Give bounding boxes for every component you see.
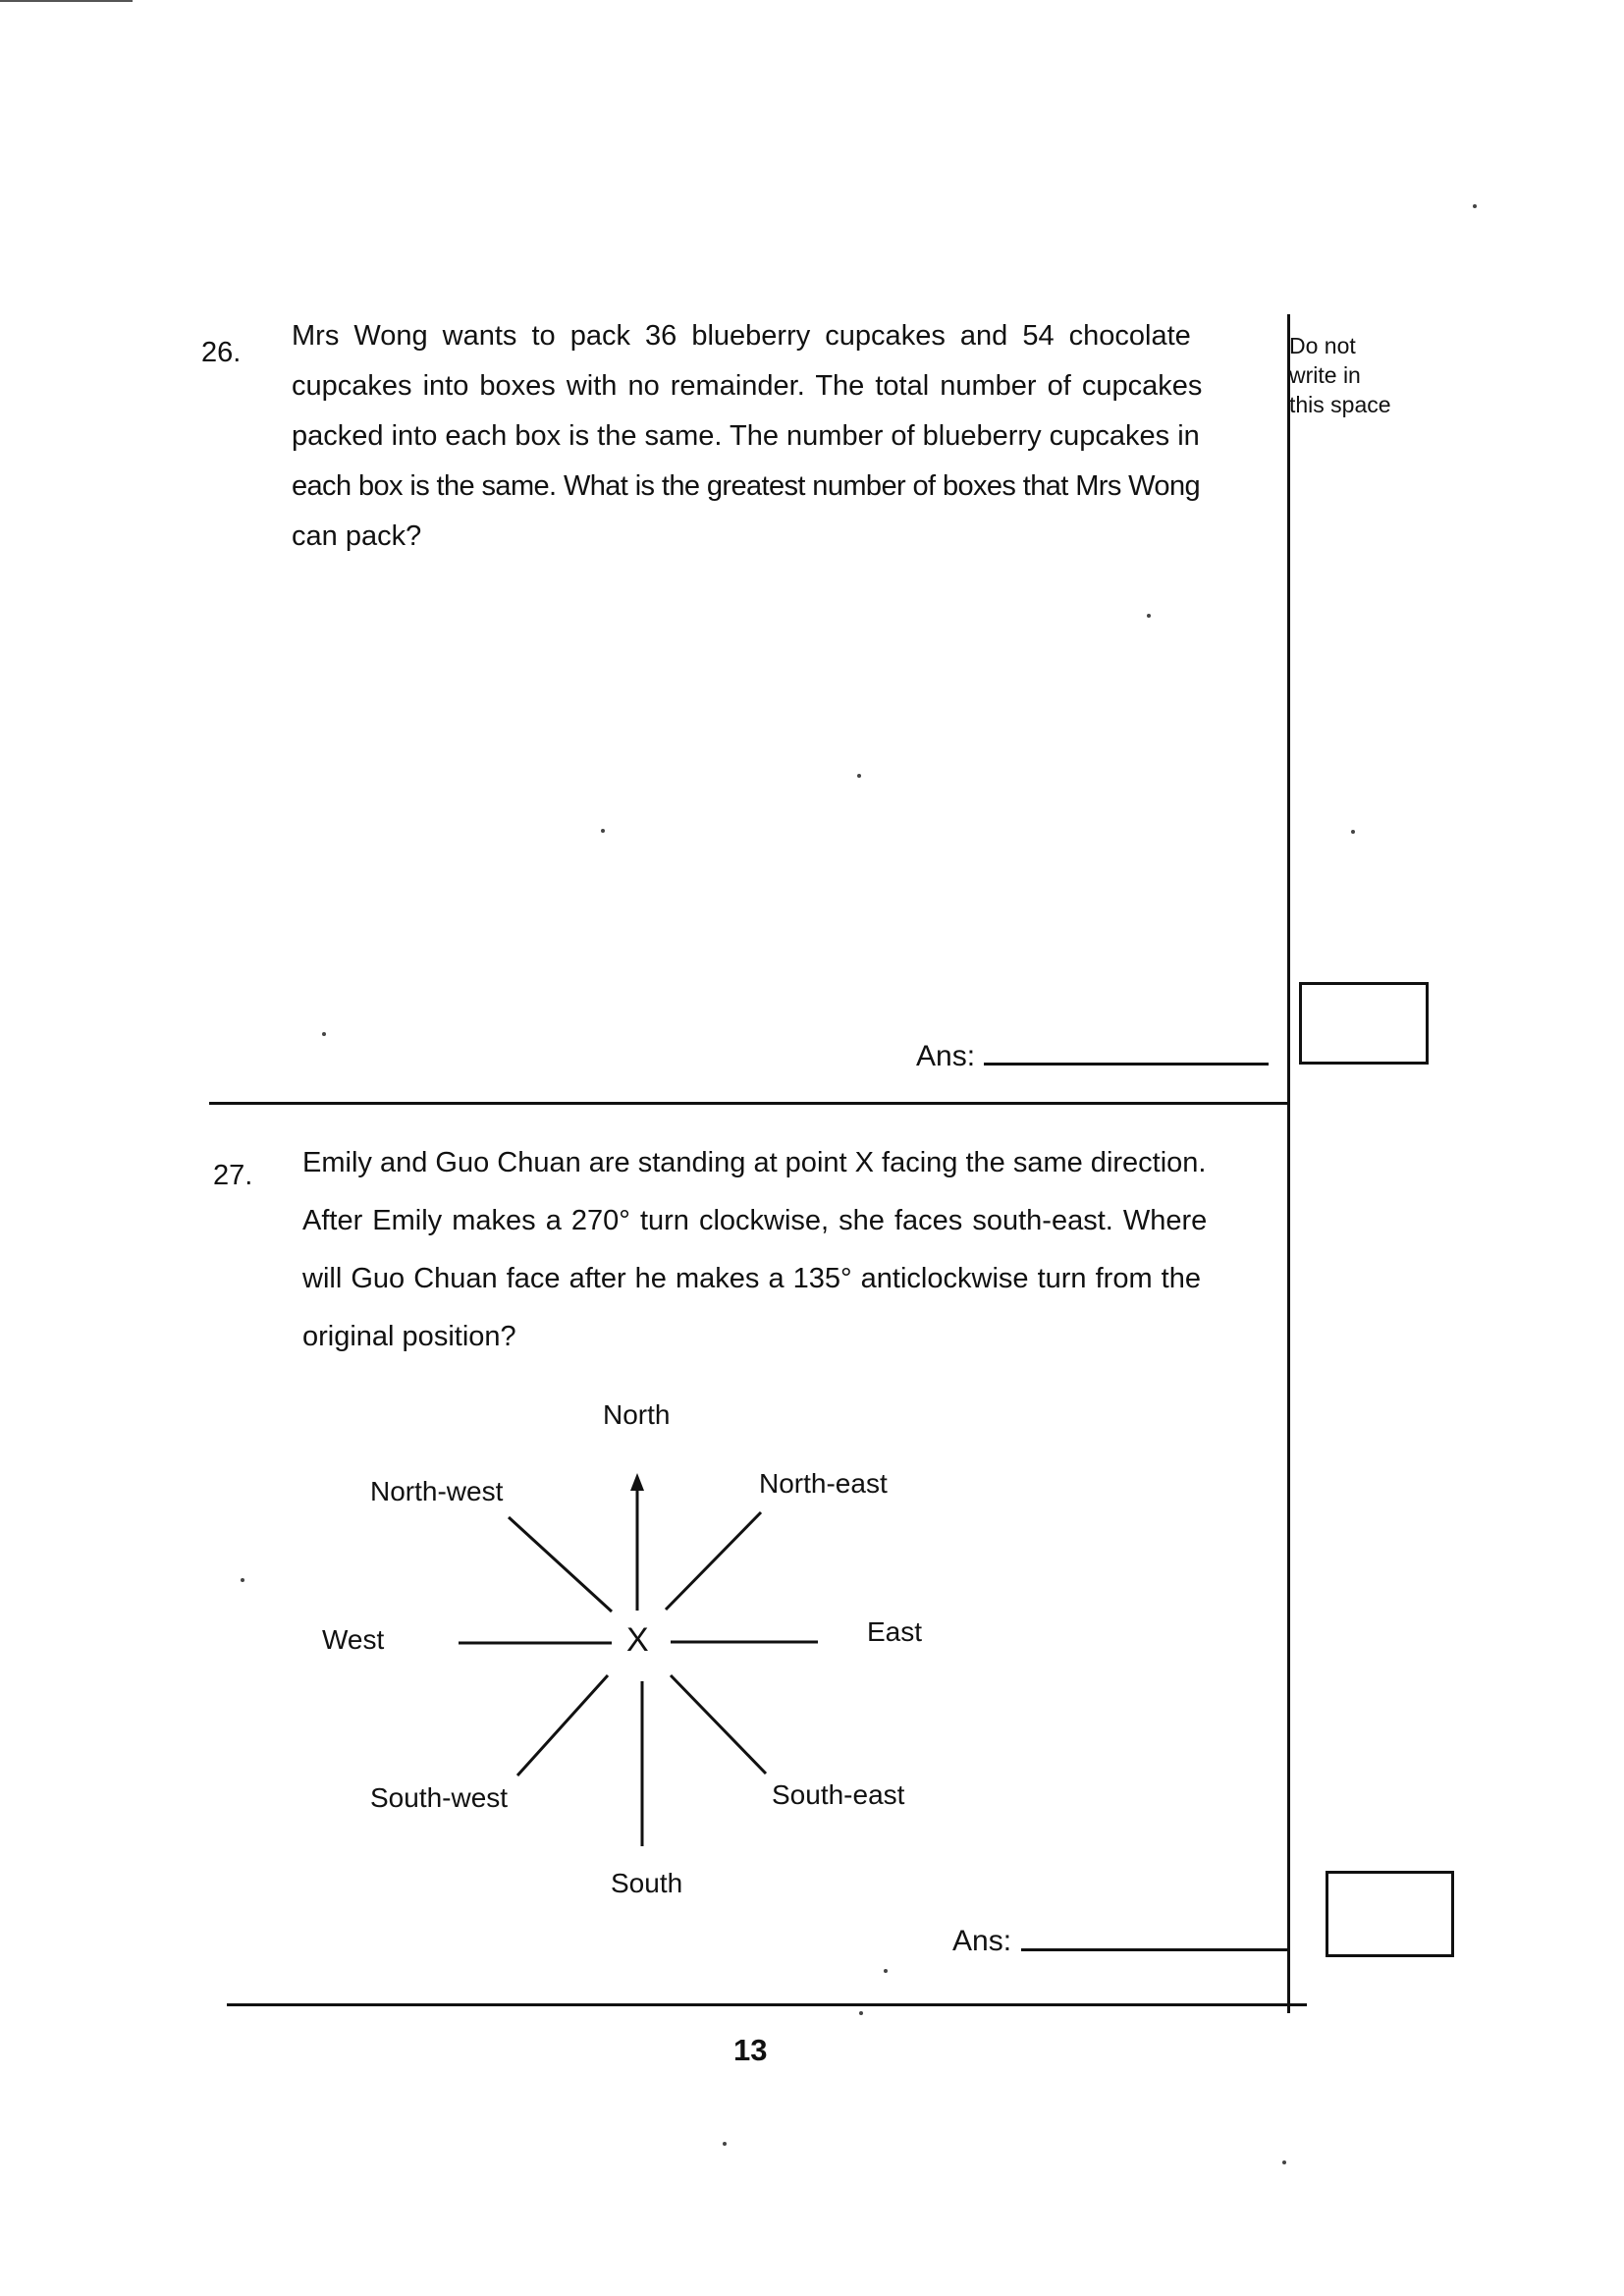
compass-label-north: North bbox=[603, 1399, 671, 1430]
question-26-answer-line[interactable] bbox=[984, 1063, 1269, 1066]
compass-label-south-west: South-west bbox=[370, 1782, 509, 1813]
question-27-answer-label: Ans: bbox=[952, 1925, 1012, 1957]
compass-label-east: East bbox=[867, 1616, 923, 1647]
scan-speck bbox=[322, 1032, 326, 1036]
question-26-number: 26. bbox=[201, 337, 242, 368]
question-27-number: 27. bbox=[213, 1160, 253, 1191]
question-27-line-2: After Emily makes a 270° turn clockwise, she faces south-east. Where bbox=[302, 1205, 1208, 1236]
north-arrow-icon bbox=[630, 1473, 644, 1491]
margin-note-line-1: Do not bbox=[1289, 333, 1356, 358]
scan-top-left-line bbox=[0, 0, 133, 2]
margin-note-line-2: write in bbox=[1289, 362, 1361, 388]
scan-speck bbox=[857, 774, 861, 778]
compass-northwest-line bbox=[509, 1517, 612, 1612]
question-26-answer-label: Ans: bbox=[916, 1040, 976, 1072]
margin-divider bbox=[1287, 314, 1290, 2013]
question-26-marks-box bbox=[1299, 982, 1429, 1065]
compass-label-north-west: North-west bbox=[370, 1476, 504, 1506]
question-27-line-3: will Guo Chuan face after he makes a 135° anticlockwise turn from the bbox=[302, 1263, 1201, 1294]
question-26-line-1: Mrs Wong wants to pack 36 blueberry cupcakes and 54 chocolate bbox=[292, 320, 1191, 352]
scan-speck bbox=[884, 1969, 888, 1973]
margin-note-line-3: this space bbox=[1289, 392, 1391, 417]
scan-speck bbox=[859, 2011, 863, 2015]
question-26-line-5: can pack? bbox=[292, 520, 422, 552]
scan-speck bbox=[1282, 2160, 1286, 2164]
compass-label-south: South bbox=[611, 1868, 683, 1898]
question-27-answer-line[interactable] bbox=[1021, 1948, 1288, 1951]
scan-speck bbox=[723, 2142, 727, 2146]
compass-southeast-line bbox=[671, 1675, 766, 1774]
compass-southwest-line bbox=[517, 1675, 608, 1776]
question-27-line-4: original position? bbox=[302, 1321, 516, 1352]
question-26-text bbox=[292, 322, 1202, 551]
question-separator bbox=[209, 1102, 1287, 1105]
compass-northeast-line bbox=[666, 1512, 761, 1610]
question-27-line-1: Emily and Guo Chuan are standing at point X facing the same direction. bbox=[302, 1147, 1207, 1178]
page-bottom-rule bbox=[227, 2003, 1307, 2006]
question-26-line-2: cupcakes into boxes with no remainder. The total number of cupcakes bbox=[292, 370, 1203, 402]
compass-center-label: X bbox=[626, 1621, 649, 1659]
margin-note bbox=[1289, 331, 1391, 419]
compass-label-north-east: North-east bbox=[759, 1468, 888, 1499]
question-27-text bbox=[302, 1149, 1207, 1351]
scan-speck bbox=[1147, 614, 1151, 618]
scan-speck bbox=[1351, 830, 1355, 834]
question-26-line-3: packed into each box is the same. The number of blueberry cupcakes in bbox=[292, 420, 1200, 452]
scan-speck bbox=[241, 1578, 244, 1582]
question-26-line-4: each box is the same. What is the greatest number of boxes that Mrs Wong bbox=[292, 470, 1201, 502]
question-27-marks-box bbox=[1326, 1871, 1454, 1957]
compass-label-south-east: South-east bbox=[772, 1779, 905, 1810]
scan-speck bbox=[601, 829, 605, 833]
scan-speck bbox=[1473, 204, 1477, 208]
compass-label-west: West bbox=[322, 1624, 385, 1655]
page-number: 13 bbox=[733, 2033, 768, 2067]
